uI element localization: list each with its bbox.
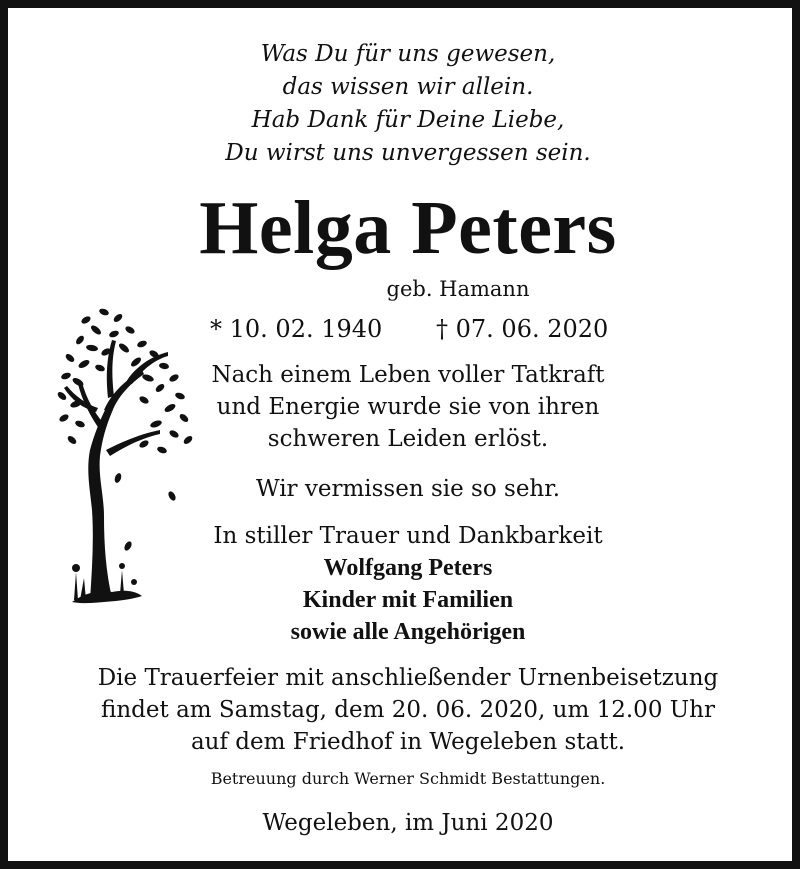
mourners-block (108, 520, 708, 648)
deceased-name: Helga Peters (199, 186, 617, 270)
birth-date: * 10. 02. 1940 (210, 315, 383, 343)
ceremony-line-3: auf dem Friedhof in Wegeleben statt. (190, 729, 626, 755)
memorial-poem (8, 38, 800, 170)
life-line-2: und Energie wurde sie von ihren (216, 394, 600, 420)
ceremony-line-1: Die Trauerfeier mit anschließender Urnenbeisetzung (97, 665, 719, 691)
life-line-3: schweren Leiden erlöst. (267, 426, 549, 452)
miss-statement: Wir vermissen sie so sehr. (255, 476, 561, 502)
place-and-date: Wegeleben, im Juni 2020 (262, 810, 554, 836)
mourners-intro: In stiller Trauer und Dankbarkeit (213, 523, 603, 549)
ceremony-details (8, 662, 800, 758)
birth-name: geb. Hamann (386, 277, 530, 301)
poem-line-3: Hab Dank für Deine Liebe, (251, 107, 565, 133)
life-line-1: Nach einem Leben voller Tatkraft (211, 362, 605, 388)
poem-line-4: Du wirst uns unvergessen sein. (225, 140, 591, 166)
mourner-name: sowie alle Angehörigen (290, 619, 526, 645)
mourner-name: Kinder mit Familien (302, 587, 514, 613)
ceremony-line-2: findet am Samstag, dem 20. 06. 2020, um 12.00 Uhr (101, 697, 715, 723)
mourner-name: Wolfgang Peters (323, 555, 493, 581)
funeral-home-note: Betreuung durch Werner Schmidt Bestattungen. (210, 769, 606, 788)
death-date: † 07. 06. 2020 (436, 315, 609, 343)
life-statement (108, 359, 708, 455)
poem-line-1: Was Du für uns gewesen, (260, 41, 556, 67)
poem-line-2: das wissen wir allein. (282, 74, 534, 100)
